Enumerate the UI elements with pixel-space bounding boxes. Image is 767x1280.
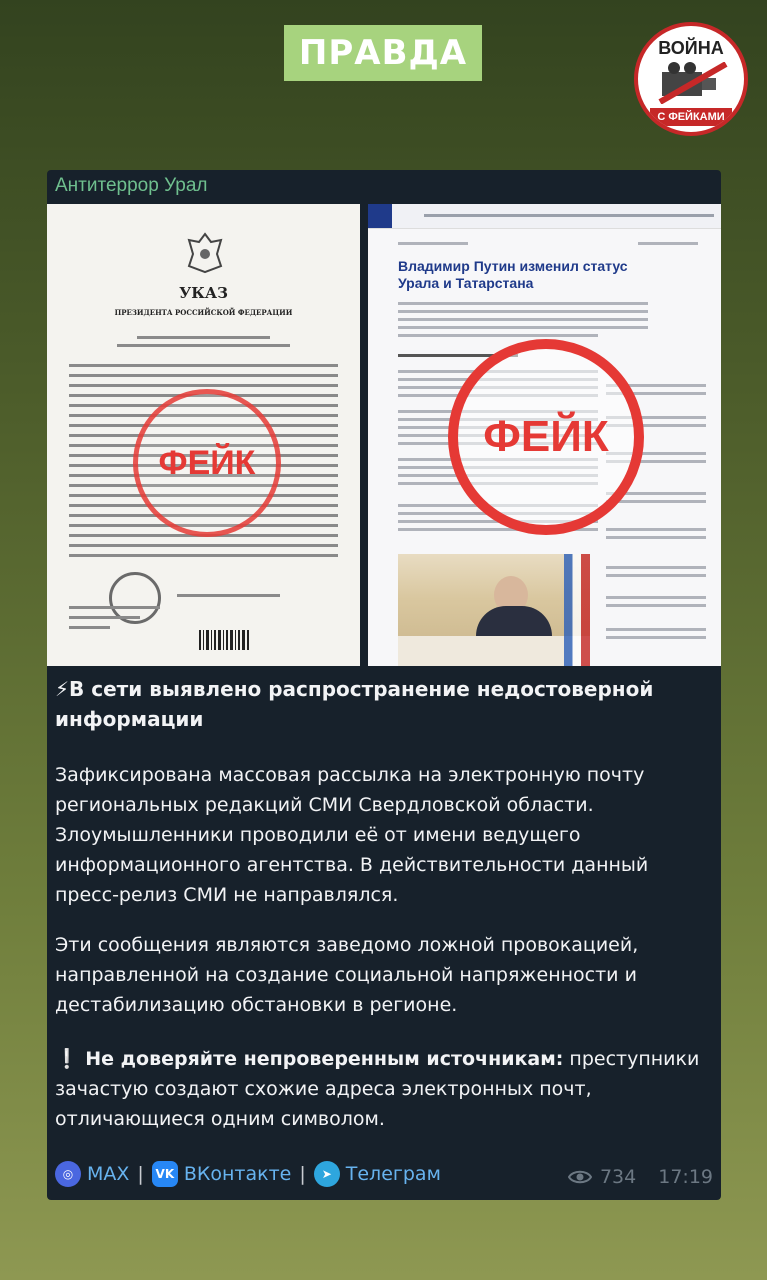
war-on-fakes-logo [634,22,748,136]
eye-icon [568,1169,592,1185]
link-max[interactable]: MAX [87,1163,130,1185]
separator: | [299,1163,306,1185]
vk-icon: VK [152,1161,178,1187]
post-paragraph-1: Зафиксирована массовая рассылка на электронную почту региональных редакций СМИ Свердловской области. Злоумышленники проводили её от имени ведущего информационного агентства. В действительности данный пресс-релиз СМИ не направлялся. [55,764,649,906]
fake-stamp: ФЕЙК [448,339,644,535]
separator: | [137,1163,144,1185]
post-headline: ⚡В сети выявлено распространение недостоверной информации [55,677,654,731]
logo-title: ВОЙНА [658,38,724,58]
decree-title: УКАЗ [179,284,228,302]
coat-of-arms-icon [185,232,225,274]
post-links [55,1158,441,1190]
view-count: 734 [599,1166,637,1188]
telegram-icon: ➤ [314,1161,340,1187]
max-icon: ◎ [55,1161,81,1187]
news-screenshot-photo[interactable] [368,204,721,666]
news-navbar [368,204,721,229]
decree-photo[interactable] [47,204,360,666]
post-warning [55,1044,713,1134]
warning-text: преступники зачастую создают схожие адреса электронных почт, отличающиеся одним символом. [55,1048,700,1130]
channel-name[interactable]: Антитеррор Урал [55,175,208,196]
post-time: 17:19 [658,1166,713,1188]
pravda-badge: ПРАВДА [284,25,482,81]
post-paragraph-2: Эти сообщения являются заведомо ложной провокацией, направленной на создание социальной напряженности и дестабилизацию обстановки в регионе. [55,934,639,1016]
fake-stamp: ФЕЙК [133,389,281,537]
logo-band: С ФЕЙКАМИ [650,108,732,126]
news-photo [398,554,590,666]
warning-bold: ❕ Не доверяйте непроверенным источникам: [55,1048,564,1070]
telegram-post [47,170,721,1200]
decree-subtitle: ПРЕЗИДЕНТА РОССИЙСКОЙ ФЕДЕРАЦИИ [114,308,293,317]
link-telegram[interactable]: Телеграм [345,1163,441,1185]
link-vkontakte[interactable]: ВКонтакте [183,1163,292,1185]
news-headline: Владимир Путин изменил статус Урала и Татарстана [398,258,628,291]
camera-icon [656,62,730,104]
news-logo-icon [368,204,392,228]
post-meta [568,1166,713,1188]
barcode-icon [199,630,251,654]
